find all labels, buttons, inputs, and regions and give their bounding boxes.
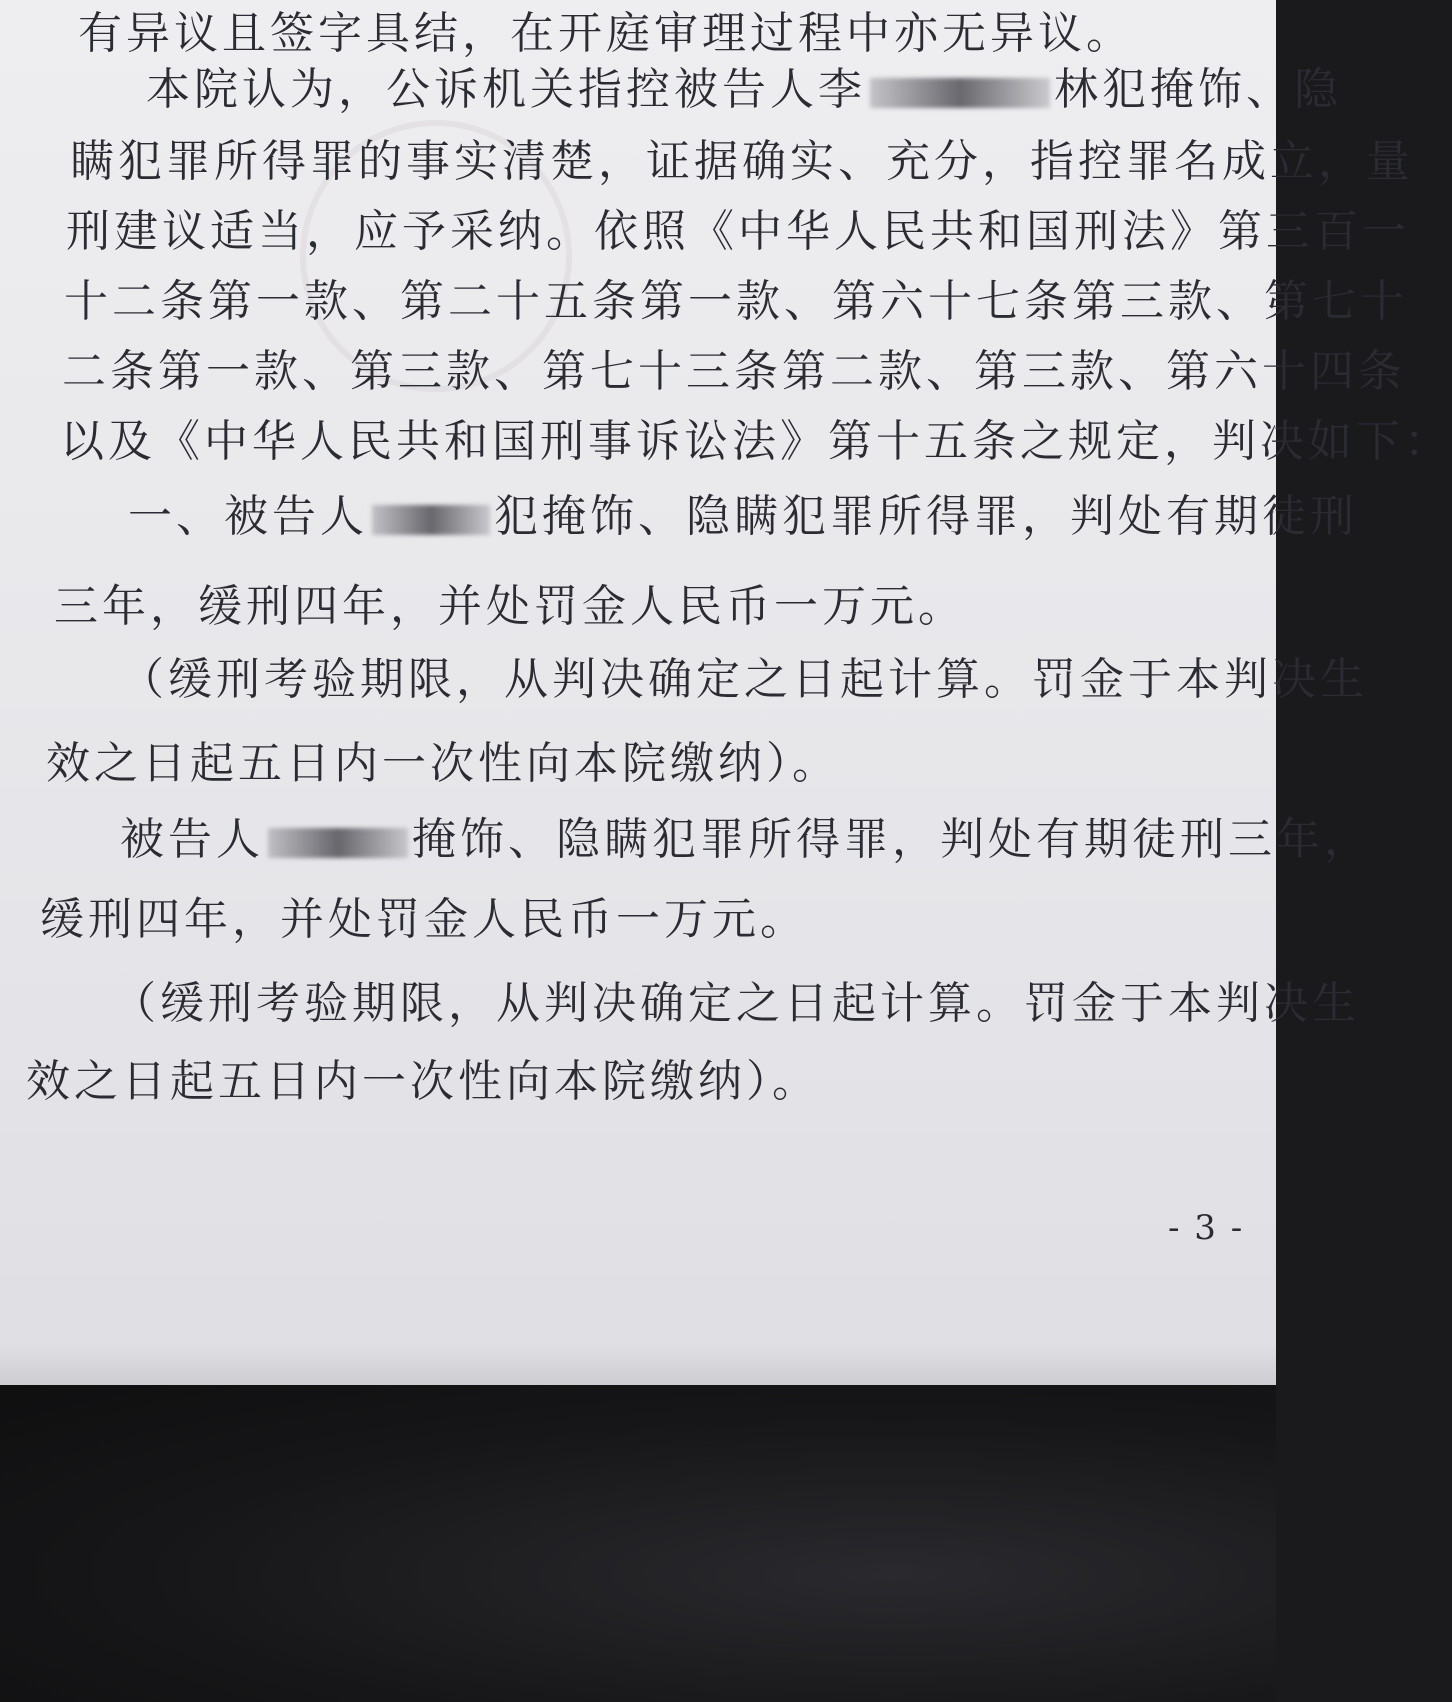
page-number: - 3 - [1168, 1208, 1245, 1248]
text-line-5: 十二条第一款、第二十五条第一款、第六十七条第三款、第七十 [64, 276, 1408, 327]
redacted-name [870, 78, 1050, 108]
text-line-2: 本院认为，公诉机关指控被告人李 林犯掩饰、隐 [146, 64, 1342, 115]
text-line-15: 效之日起五日内一次性向本院缴纳）。 [26, 1056, 820, 1107]
text-line-12: 被告人 掩饰、隐瞒犯罪所得罪，判处有期徒刑三年， [120, 814, 1372, 865]
text-line-7: 以及《中华人民共和国刑事诉讼法》第十五条之规定，判决如下： [60, 416, 1452, 467]
text-line-14: （缓刑考验期限，从判决确定之日起计算。罚金于本判决生 [112, 978, 1360, 1029]
text-line-11: 效之日起五日内一次性向本院缴纳）。 [46, 738, 840, 789]
text-line-3: 瞒犯罪所得罪的事实清楚，证据确实、充分，指控罪名成立，量 [70, 136, 1414, 187]
text-line-1: 有异议且签字具结，在开庭审理过程中亦无异议。 [78, 8, 1134, 59]
redacted-name [372, 505, 490, 535]
dark-fabric-background [0, 1385, 1276, 1702]
redacted-name [268, 828, 408, 858]
text-line-9: 三年，缓刑四年，并处罚金人民币一万元。 [54, 581, 966, 632]
text-line-8: 一、被告人 犯掩饰、隐瞒犯罪所得罪，判处有期徒刑 [128, 491, 1358, 542]
text-line-10: （缓刑考验期限，从判决确定之日起计算。罚金于本判决生 [120, 654, 1368, 705]
text-line-4: 刑建议适当，应予采纳。依照《中华人民共和国刑法》第三百一 [66, 206, 1410, 257]
text-line-13: 缓刑四年，并处罚金人民币一万元。 [40, 894, 808, 945]
text-line-6: 二条第一款、第三款、第七十三条第二款、第三款、第六十四条 [62, 346, 1406, 397]
